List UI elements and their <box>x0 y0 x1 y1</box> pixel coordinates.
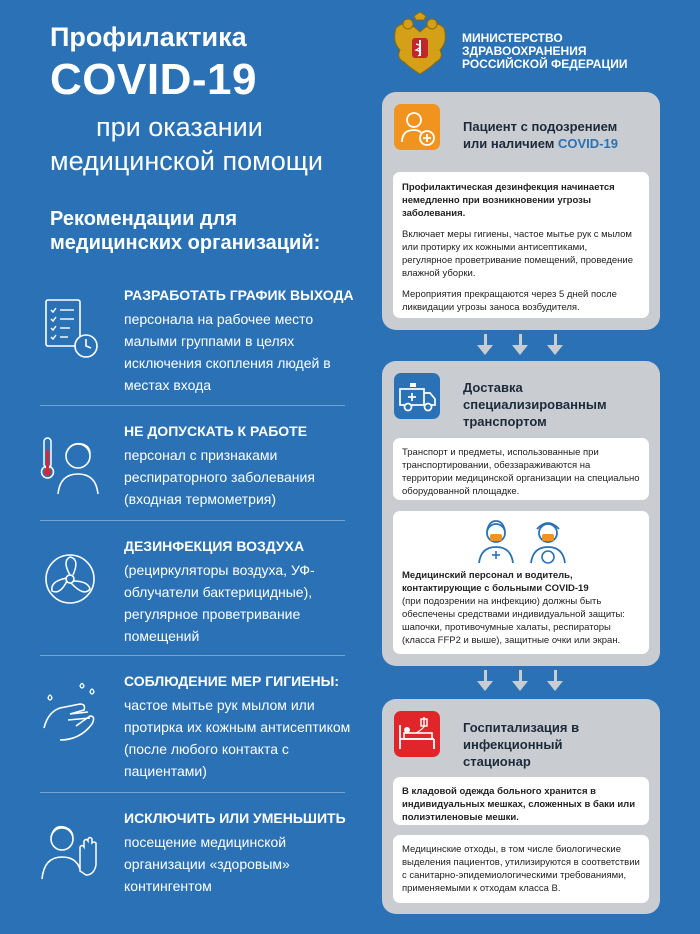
subtitle: Рекомендации для медицинских организаций: <box>50 208 321 254</box>
recommendation-no-work <box>40 422 350 512</box>
card-panel: Медицинские отходы, в том числе биологические выделения пациентов, утилизируются в соответствии с санитарно-эпидемиологическими требованиями, применяемыми к отходам класса В. <box>393 835 649 903</box>
recommendation-schedule <box>40 286 354 396</box>
rec-head: РАЗРАБОТАТЬ ГРАФИК ВЫХОДА <box>124 287 354 303</box>
rec-head: ИСКЛЮЧИТЬ ИЛИ УМЕНЬШИТЬ <box>124 810 346 826</box>
air-fan-icon <box>40 543 100 613</box>
title-line-3: при оказании <box>96 112 263 142</box>
arrow-down <box>547 345 563 355</box>
card-title: Пациент с подозрением или наличием COVID-19 <box>463 119 618 151</box>
card-title: Доставка специализированным транспортом <box>463 380 607 429</box>
patient-plus-icon <box>394 104 440 150</box>
divider <box>40 655 345 656</box>
medic-mask-icon <box>475 517 517 565</box>
title-line-2: COVID-19 <box>50 55 257 104</box>
title-line-1: Профилактика <box>50 22 247 52</box>
rec-body: частое мытье рук мылом или протирка их кожным антисептиком (после любого контакта с пациентами) <box>124 697 351 779</box>
divider <box>40 405 345 406</box>
schedule-clock-icon <box>40 292 100 362</box>
arrow-down <box>477 345 493 355</box>
rec-body: (рециркуляторы воздуха, УФ-облучатели бактерицидные), регулярное проветривание помещений <box>124 562 315 644</box>
rec-head: НЕ ДОПУСКАТЬ К РАБОТЕ <box>124 423 308 439</box>
recommendation-limit-visits <box>40 809 350 899</box>
ambulance-icon <box>394 373 440 419</box>
hand-washing-icon <box>40 678 100 748</box>
card-hospital <box>382 699 660 914</box>
thermometer-person-icon <box>40 428 100 498</box>
card-panel: Транспорт и предметы, использованные при транспортировании, обеззараживаются на территории медицинской организации на специально оборудованной площадке. <box>393 438 649 500</box>
rec-head: СОБЛЮДЕНИЕ МЕР ГИГИЕНЫ: <box>124 673 340 689</box>
arrow-down <box>512 681 528 691</box>
rec-head: ДЕЗИНФЕКЦИЯ ВОЗДУХА <box>124 538 305 554</box>
ministry-logo <box>390 12 650 82</box>
card-panel: В кладовой одежда больного хранится в индивидуальных мешках, сложенных в баки или полиэтиленовые мешки. <box>393 777 649 825</box>
arrow-down <box>547 681 563 691</box>
double-headed-eagle-icon <box>390 12 450 80</box>
card-patient <box>382 92 660 330</box>
stop-hand-person-icon <box>40 815 100 885</box>
card-panel-staff: Медицинский персонал и водитель, контактирующие с больными COVID-19 (при подозрении на инфекцию) должны быть обеспечены средствами индивидуальной защиты: шапочки, противочумные халаты, респираторы (класса FFP2 и выше), защитные очки или экран. <box>393 511 649 654</box>
title-line-4: медицинской помощи <box>50 146 324 176</box>
rec-body: персонала на рабочее место малыми группами в целях исключения скопления людей в местах входа <box>124 311 331 393</box>
recommendation-air-disinfection <box>40 537 350 647</box>
hospital-bed-icon <box>394 711 440 757</box>
card-panel: Профилактическая дезинфекция начинается немедленно при возникновении угрозы заболевания. Включает меры гигиены, частое мытье рук с мылом или протирку их кожными антисептиками, регулярное проветривание помещений, проведение влажной уборки. Мероприятия прекращаются через 5 дней после ликвидации угрозы заноса возбудителя. <box>393 172 649 318</box>
rec-body: персонал с признаками респираторного заболевания (входная термометрия) <box>124 447 315 507</box>
card-transport <box>382 361 660 666</box>
recommendation-hygiene <box>40 672 350 782</box>
driver-mask-icon <box>527 517 569 565</box>
divider <box>40 792 345 793</box>
ministry-name: МИНИСТЕРСТВО ЗДРАВООХРАНЕНИЯ РОССИЙСКОЙ ФЕДЕРАЦИИ <box>462 31 628 71</box>
rec-body: посещение медицинской организации «здоровым» контингентом <box>124 834 290 894</box>
arrow-down <box>512 345 528 355</box>
card-title: Госпитализация в инфекционный стационар <box>463 720 580 769</box>
divider <box>40 520 345 521</box>
arrow-down <box>477 681 493 691</box>
